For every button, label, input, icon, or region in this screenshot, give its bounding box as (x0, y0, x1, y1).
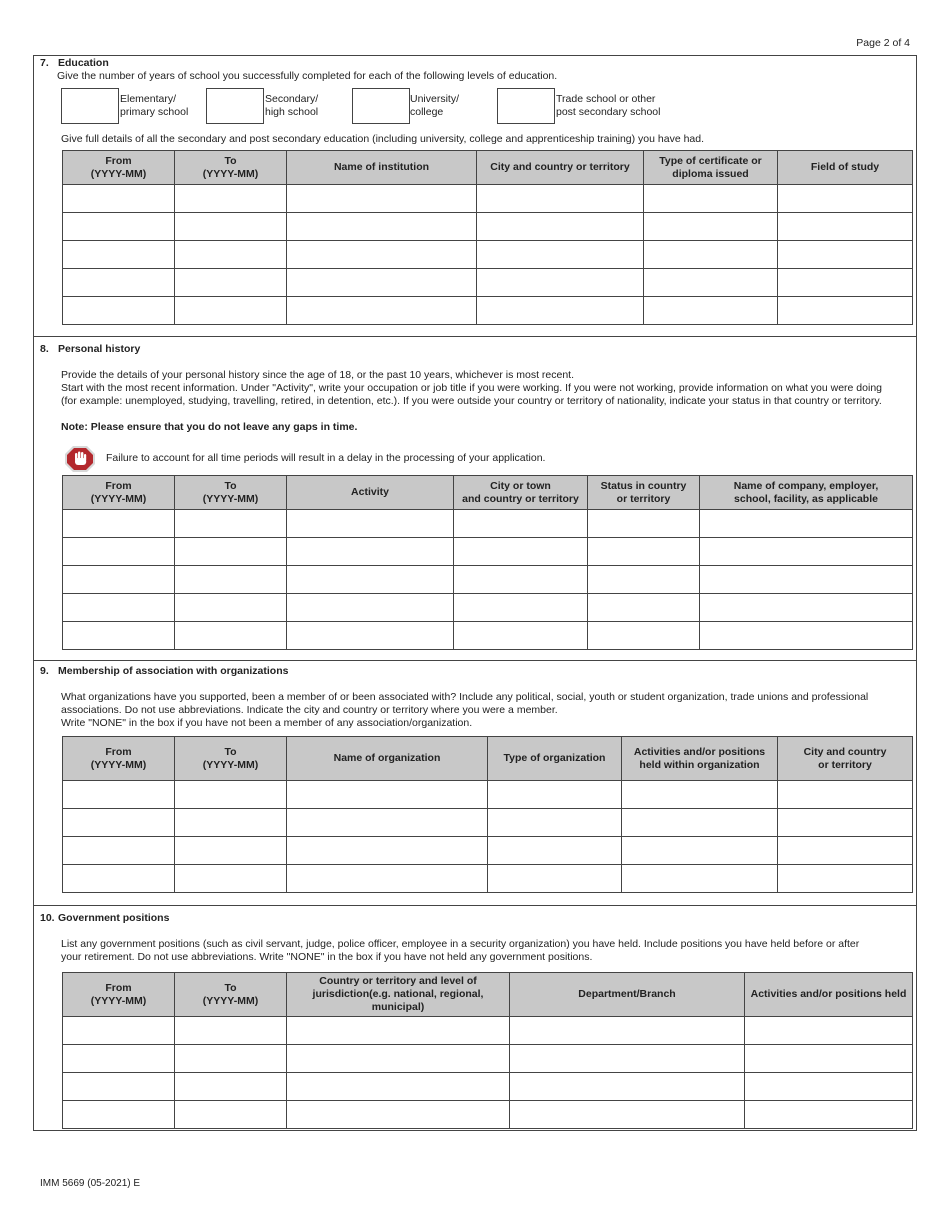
table-row (63, 213, 913, 241)
table-row (63, 297, 913, 325)
entry-cell[interactable] (700, 510, 913, 538)
years-university-input[interactable] (352, 88, 410, 124)
education-table (62, 150, 913, 325)
entry-cell[interactable] (287, 781, 488, 809)
entry-cell[interactable] (745, 1073, 913, 1101)
entry-cell[interactable] (477, 241, 644, 269)
entry-cell[interactable] (175, 241, 287, 269)
entry-cell[interactable] (175, 1101, 287, 1129)
section-personal-history (34, 337, 916, 661)
entry-cell[interactable] (588, 566, 700, 594)
entry-cell[interactable] (644, 269, 778, 297)
entry-cell[interactable] (588, 538, 700, 566)
entry-cell[interactable] (175, 809, 287, 837)
entry-cell[interactable] (63, 622, 175, 650)
section-title (40, 665, 288, 677)
entry-cell[interactable] (175, 566, 287, 594)
entry-cell[interactable] (778, 809, 913, 837)
col-city-country: City or town and country or territory (454, 476, 588, 510)
entry-cell[interactable] (588, 510, 700, 538)
section-heading: Government positions (58, 912, 170, 924)
entry-cell[interactable] (488, 781, 622, 809)
entry-cell[interactable] (175, 837, 287, 865)
col-department: Department/Branch (510, 973, 745, 1017)
table-header-row (63, 151, 913, 185)
entry-cell[interactable] (588, 594, 700, 622)
entry-cell[interactable] (63, 1017, 175, 1045)
entry-cell[interactable] (287, 213, 477, 241)
table-row (63, 185, 913, 213)
entry-cell[interactable] (175, 781, 287, 809)
section-title (40, 912, 169, 924)
table-row (63, 1017, 913, 1045)
entry-cell[interactable] (175, 1045, 287, 1073)
entry-cell[interactable] (175, 865, 287, 893)
entry-cell[interactable] (622, 781, 778, 809)
instruction-line: (for example: unemployed, studying, travelling, retired, in detention, etc.). If you were outside your country or territory of nationality, indicate your status in that country or territory. (61, 395, 882, 407)
entry-cell[interactable] (588, 622, 700, 650)
entry-cell[interactable] (510, 1045, 745, 1073)
entry-cell[interactable] (175, 297, 287, 325)
entry-cell[interactable] (63, 297, 175, 325)
page-number: Page 2 of 4 (856, 37, 910, 49)
table-row (63, 1101, 913, 1129)
entry-cell[interactable] (700, 566, 913, 594)
entry-cell[interactable] (287, 837, 488, 865)
entry-cell[interactable] (287, 566, 454, 594)
col-activity: Activity (287, 476, 454, 510)
section-number: 10. (40, 912, 55, 924)
entry-cell[interactable] (778, 297, 913, 325)
table-header-row (63, 737, 913, 781)
years-secondary-input[interactable] (206, 88, 264, 124)
entry-cell[interactable] (63, 185, 175, 213)
form-code: IMM 5669 (05-2021) E (40, 1178, 141, 1189)
entry-cell[interactable] (700, 538, 913, 566)
entry-cell[interactable] (63, 566, 175, 594)
entry-cell[interactable] (454, 622, 588, 650)
membership-table (62, 736, 913, 893)
entry-cell[interactable] (63, 865, 175, 893)
col-to: To (YYYY-MM) (175, 973, 287, 1017)
table-row (63, 1073, 913, 1101)
table-row (63, 809, 913, 837)
entry-cell[interactable] (175, 622, 287, 650)
entry-cell[interactable] (778, 269, 913, 297)
level-label-university: University/ college (410, 93, 460, 118)
instruction-line: What organizations have you supported, been a member of or been associated with? Include any political, social, youth or student organization, trade unions and professional (61, 691, 869, 703)
entry-cell[interactable] (63, 837, 175, 865)
entry-cell[interactable] (287, 1017, 510, 1045)
entry-cell[interactable] (488, 865, 622, 893)
col-organization-name: Name of organization (287, 737, 488, 781)
table-row (63, 566, 913, 594)
entry-cell[interactable] (287, 297, 477, 325)
entry-cell[interactable] (175, 1017, 287, 1045)
education-details: Give full details of all the secondary and post secondary education (including university, college and apprenticeship training) you have had. (61, 133, 705, 145)
col-to: To (YYYY-MM) (175, 151, 287, 185)
table-row (63, 622, 913, 650)
entry-cell[interactable] (477, 185, 644, 213)
entry-cell[interactable] (175, 510, 287, 538)
table-row (63, 781, 913, 809)
personal-history-table (62, 475, 913, 650)
instruction-line: Start with the most recent information. Under "Activity", write your occupation or job title if you were working. If you were not working, provide information on what you were doing (61, 382, 882, 394)
entry-cell[interactable] (700, 622, 913, 650)
entry-cell[interactable] (287, 185, 477, 213)
warning-text: Failure to account for all time periods will result in a delay in the processing of your application. (106, 452, 546, 464)
section-title (40, 343, 140, 355)
instruction-line: Provide the details of your personal history since the age of 18, or the past 10 years, whichever is most recent. (61, 369, 575, 381)
col-organization-type: Type of organization (488, 737, 622, 781)
section-heading: Membership of association with organizations (58, 665, 289, 677)
membership-instructions (61, 691, 911, 730)
application-form (33, 55, 917, 1131)
entry-cell[interactable] (510, 1017, 745, 1045)
col-certificate: Type of certificate or diploma issued (644, 151, 778, 185)
entry-cell[interactable] (287, 269, 477, 297)
table-row (63, 510, 913, 538)
entry-cell[interactable] (287, 1073, 510, 1101)
col-status: Status in country or territory (588, 476, 700, 510)
entry-cell[interactable] (63, 809, 175, 837)
col-to: To (YYYY-MM) (175, 737, 287, 781)
table-header-row (63, 973, 913, 1017)
entry-cell[interactable] (622, 865, 778, 893)
col-activities: Activities and/or positions held within organization (622, 737, 778, 781)
col-from: From (YYYY-MM) (63, 973, 175, 1017)
entry-cell[interactable] (287, 865, 488, 893)
col-positions-held: Activities and/or positions held (745, 973, 913, 1017)
entry-cell[interactable] (287, 538, 454, 566)
instruction-line: associations. Do not use abbreviations. Indicate the city and country or territory where you were a member. (61, 704, 558, 716)
entry-cell[interactable] (287, 241, 477, 269)
col-field-of-study: Field of study (778, 151, 913, 185)
entry-cell[interactable] (622, 837, 778, 865)
table-row (63, 538, 913, 566)
entry-cell[interactable] (745, 1045, 913, 1073)
instruction-line: List any government positions (such as civil servant, judge, police officer, employee in a security organization) you have held. Include positions you have held before or after (61, 938, 860, 950)
entry-cell[interactable] (510, 1101, 745, 1129)
entry-cell[interactable] (63, 1045, 175, 1073)
section-number: 7. (40, 57, 49, 69)
entry-cell[interactable] (477, 269, 644, 297)
section-heading: Education (58, 57, 109, 69)
entry-cell[interactable] (63, 1073, 175, 1101)
entry-cell[interactable] (287, 510, 454, 538)
entry-cell[interactable] (454, 566, 588, 594)
entry-cell[interactable] (700, 594, 913, 622)
col-institution: Name of institution (287, 151, 477, 185)
entry-cell[interactable] (287, 1101, 510, 1129)
entry-cell[interactable] (622, 809, 778, 837)
level-label-trade-school: Trade school or other post secondary school (556, 93, 661, 118)
section-membership (34, 661, 916, 906)
table-row (63, 269, 913, 297)
table-row (63, 837, 913, 865)
col-from: From (YYYY-MM) (63, 151, 175, 185)
section-number: 9. (40, 665, 49, 677)
government-table (62, 972, 913, 1129)
table-header-row (63, 476, 913, 510)
entry-cell[interactable] (778, 781, 913, 809)
instruction-line: Write "NONE" in the box if you have not been a member of any association/organization. (61, 717, 473, 729)
entry-cell[interactable] (778, 241, 913, 269)
table-row (63, 594, 913, 622)
entry-cell[interactable] (745, 1017, 913, 1045)
col-city-country: City and country or territory (778, 737, 913, 781)
col-jurisdiction: Country or territory and level of jurisdiction(e.g. national, regional, municipal) (287, 973, 510, 1017)
entry-cell[interactable] (644, 185, 778, 213)
entry-cell[interactable] (454, 538, 588, 566)
entry-cell[interactable] (175, 1073, 287, 1101)
entry-cell[interactable] (175, 594, 287, 622)
section-heading: Personal history (58, 343, 141, 355)
entry-cell[interactable] (454, 594, 588, 622)
years-trade-school-input[interactable] (497, 88, 555, 124)
table-row (63, 241, 913, 269)
col-from: From (YYYY-MM) (63, 737, 175, 781)
entry-cell[interactable] (287, 1045, 510, 1073)
years-elementary-input[interactable] (61, 88, 119, 124)
section-number: 8. (40, 343, 49, 355)
col-company: Name of company, employer, school, facility, as applicable (700, 476, 913, 510)
entry-cell[interactable] (644, 241, 778, 269)
level-label-elementary: Elementary/ primary school (120, 93, 189, 118)
entry-cell[interactable] (63, 510, 175, 538)
col-from: From (YYYY-MM) (63, 476, 175, 510)
entry-cell[interactable] (488, 809, 622, 837)
level-label-secondary: Secondary/ high school (265, 93, 319, 118)
entry-cell[interactable] (745, 1101, 913, 1129)
table-row (63, 865, 913, 893)
entry-cell[interactable] (644, 297, 778, 325)
col-to: To (YYYY-MM) (175, 476, 287, 510)
entry-cell[interactable] (454, 510, 588, 538)
entry-cell[interactable] (63, 781, 175, 809)
instruction-line: your retirement. Do not use abbreviations. Write "NONE" in the box if you have not held any government positions. (61, 951, 593, 963)
entry-cell[interactable] (488, 837, 622, 865)
entry-cell[interactable] (477, 213, 644, 241)
education-intro: Give the number of years of school you successfully completed for each of the following levels of education. (57, 70, 558, 82)
entry-cell[interactable] (287, 809, 488, 837)
government-instructions (61, 938, 911, 964)
entry-cell[interactable] (175, 269, 287, 297)
gap-note: Note: Please ensure that you do not leave any gaps in time. (61, 421, 358, 433)
entry-cell[interactable] (63, 538, 175, 566)
entry-cell[interactable] (175, 213, 287, 241)
entry-cell[interactable] (63, 241, 175, 269)
col-city-country: City and country or territory (477, 151, 644, 185)
table-row (63, 1045, 913, 1073)
stop-hand-icon (64, 445, 96, 473)
entry-cell[interactable] (477, 297, 644, 325)
entry-cell[interactable] (778, 185, 913, 213)
entry-cell[interactable] (175, 185, 287, 213)
entry-cell[interactable] (778, 213, 913, 241)
history-instructions (61, 369, 911, 408)
entry-cell[interactable] (778, 865, 913, 893)
entry-cell[interactable] (510, 1073, 745, 1101)
entry-cell[interactable] (63, 213, 175, 241)
section-government-positions (34, 906, 916, 1130)
entry-cell[interactable] (644, 213, 778, 241)
section-title (40, 57, 109, 69)
entry-cell[interactable] (287, 622, 454, 650)
entry-cell[interactable] (63, 1101, 175, 1129)
entry-cell[interactable] (63, 269, 175, 297)
section-education (34, 56, 916, 337)
entry-cell[interactable] (63, 594, 175, 622)
entry-cell[interactable] (175, 538, 287, 566)
entry-cell[interactable] (287, 594, 454, 622)
entry-cell[interactable] (778, 837, 913, 865)
